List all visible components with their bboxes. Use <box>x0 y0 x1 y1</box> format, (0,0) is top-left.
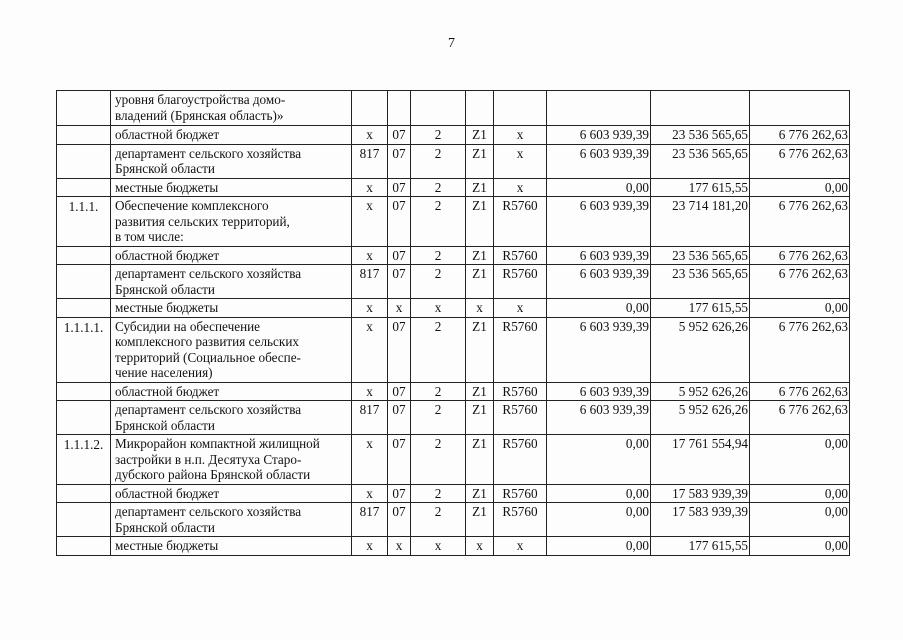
table-row <box>57 401 850 435</box>
amount-year-3: 6 776 262,63 <box>750 144 850 178</box>
code-program: Z1 <box>466 265 494 299</box>
code-gr: x <box>352 178 388 197</box>
code-program: Z1 <box>466 317 494 382</box>
code-rz: 07 <box>388 435 411 485</box>
code-pr: 2 <box>411 317 466 382</box>
code-program <box>466 91 494 126</box>
code-program: Z1 <box>466 126 494 145</box>
item-number <box>57 537 111 556</box>
code-direction: R5760 <box>494 503 547 537</box>
amount-year-1: 6 603 939,39 <box>547 317 651 382</box>
amount-year-2: 23 536 565,65 <box>651 144 750 178</box>
item-number <box>57 382 111 401</box>
amount-year-3: 0,00 <box>750 178 850 197</box>
item-number: 1.1.1.1. <box>57 317 111 382</box>
code-pr <box>411 91 466 126</box>
amount-year-3 <box>750 91 850 126</box>
code-pr: 2 <box>411 401 466 435</box>
amount-year-3: 6 776 262,63 <box>750 382 850 401</box>
item-number <box>57 178 111 197</box>
amount-year-3: 0,00 <box>750 503 850 537</box>
amount-year-1: 0,00 <box>547 435 651 485</box>
amount-year-2: 177 615,55 <box>651 299 750 318</box>
code-pr: 2 <box>411 178 466 197</box>
code-direction: x <box>494 299 547 318</box>
code-gr: x <box>352 537 388 556</box>
amount-year-1: 6 603 939,39 <box>547 126 651 145</box>
code-pr: 2 <box>411 144 466 178</box>
code-pr: 2 <box>411 435 466 485</box>
budget-table-body <box>57 91 850 556</box>
item-number <box>57 299 111 318</box>
code-program: Z1 <box>466 144 494 178</box>
code-pr: 2 <box>411 265 466 299</box>
item-name: областной бюджет <box>111 126 352 145</box>
item-number <box>57 484 111 503</box>
table-row <box>57 178 850 197</box>
code-rz: 07 <box>388 126 411 145</box>
code-direction: x <box>494 537 547 556</box>
amount-year-3: 6 776 262,63 <box>750 265 850 299</box>
item-name: департамент сельского хозяйства Брянской области <box>111 503 352 537</box>
code-direction: x <box>494 178 547 197</box>
code-gr: x <box>352 484 388 503</box>
item-number <box>57 126 111 145</box>
code-direction: R5760 <box>494 317 547 382</box>
code-gr: x <box>352 317 388 382</box>
table-row <box>57 246 850 265</box>
code-gr: 817 <box>352 503 388 537</box>
table-row <box>57 197 850 247</box>
code-pr: 2 <box>411 503 466 537</box>
amount-year-1: 0,00 <box>547 299 651 318</box>
item-name: департамент сельского хозяйства Брянской области <box>111 401 352 435</box>
item-number: 1.1.1.2. <box>57 435 111 485</box>
code-pr: 2 <box>411 382 466 401</box>
code-direction: x <box>494 126 547 145</box>
code-direction: x <box>494 144 547 178</box>
amount-year-1: 0,00 <box>547 484 651 503</box>
code-pr: 2 <box>411 484 466 503</box>
code-program: Z1 <box>466 503 494 537</box>
table-row <box>57 382 850 401</box>
amount-year-1: 0,00 <box>547 178 651 197</box>
code-direction: R5760 <box>494 435 547 485</box>
amount-year-2: 5 952 626,26 <box>651 317 750 382</box>
code-program: Z1 <box>466 197 494 247</box>
amount-year-3: 0,00 <box>750 435 850 485</box>
budget-table <box>56 90 850 556</box>
code-rz <box>388 91 411 126</box>
code-direction: R5760 <box>494 197 547 247</box>
code-gr: 817 <box>352 144 388 178</box>
item-number <box>57 401 111 435</box>
item-name: местные бюджеты <box>111 537 352 556</box>
table-row <box>57 484 850 503</box>
code-direction <box>494 91 547 126</box>
code-direction: R5760 <box>494 246 547 265</box>
item-name: уровня благоустройства домо- владений (Брянская область)» <box>111 91 352 126</box>
table-row <box>57 265 850 299</box>
item-name: областной бюджет <box>111 382 352 401</box>
code-program: Z1 <box>466 401 494 435</box>
table-row <box>57 537 850 556</box>
item-name: местные бюджеты <box>111 299 352 318</box>
item-name: Субсидии на обеспечение комплексного развития сельских территорий (Социальное обеспе- чение населения) <box>111 317 352 382</box>
code-gr: 817 <box>352 265 388 299</box>
code-rz: 07 <box>388 178 411 197</box>
code-rz: 07 <box>388 382 411 401</box>
code-gr <box>352 91 388 126</box>
table-row <box>57 91 850 126</box>
code-gr: x <box>352 126 388 145</box>
item-number <box>57 503 111 537</box>
amount-year-3: 0,00 <box>750 537 850 556</box>
code-gr: x <box>352 246 388 265</box>
code-rz: 07 <box>388 503 411 537</box>
amount-year-2: 177 615,55 <box>651 537 750 556</box>
amount-year-1: 6 603 939,39 <box>547 265 651 299</box>
amount-year-2: 23 536 565,65 <box>651 126 750 145</box>
code-program: Z1 <box>466 382 494 401</box>
code-rz: 07 <box>388 484 411 503</box>
item-number <box>57 246 111 265</box>
item-number <box>57 265 111 299</box>
code-program: Z1 <box>466 435 494 485</box>
amount-year-1: 0,00 <box>547 537 651 556</box>
table-row <box>57 299 850 318</box>
amount-year-1: 6 603 939,39 <box>547 246 651 265</box>
amount-year-1: 0,00 <box>547 503 651 537</box>
amount-year-2: 17 583 939,39 <box>651 503 750 537</box>
code-rz: 07 <box>388 144 411 178</box>
code-program: x <box>466 537 494 556</box>
amount-year-1: 6 603 939,39 <box>547 144 651 178</box>
code-gr: 817 <box>352 401 388 435</box>
code-direction: R5760 <box>494 401 547 435</box>
item-number <box>57 91 111 126</box>
amount-year-3: 6 776 262,63 <box>750 197 850 247</box>
code-pr: 2 <box>411 126 466 145</box>
amount-year-3: 6 776 262,63 <box>750 317 850 382</box>
item-name: департамент сельского хозяйства Брянской области <box>111 265 352 299</box>
code-pr: 2 <box>411 246 466 265</box>
code-program: Z1 <box>466 484 494 503</box>
amount-year-2: 17 583 939,39 <box>651 484 750 503</box>
amount-year-2: 5 952 626,26 <box>651 382 750 401</box>
item-number: 1.1.1. <box>57 197 111 247</box>
item-name: областной бюджет <box>111 246 352 265</box>
amount-year-2: 177 615,55 <box>651 178 750 197</box>
amount-year-2: 23 536 565,65 <box>651 265 750 299</box>
table-row <box>57 317 850 382</box>
code-gr: x <box>352 197 388 247</box>
amount-year-1: 6 603 939,39 <box>547 401 651 435</box>
amount-year-3: 0,00 <box>750 299 850 318</box>
amount-year-2: 5 952 626,26 <box>651 401 750 435</box>
page-number: 7 <box>448 36 455 51</box>
amount-year-3: 0,00 <box>750 484 850 503</box>
code-program: Z1 <box>466 178 494 197</box>
code-rz: 07 <box>388 317 411 382</box>
code-program: Z1 <box>466 246 494 265</box>
code-gr: x <box>352 382 388 401</box>
amount-year-2: 17 761 554,94 <box>651 435 750 485</box>
item-name: местные бюджеты <box>111 178 352 197</box>
item-name: Микрорайон компактной жилищной застройки в н.п. Десятуха Старо- дубского района Брянской области <box>111 435 352 485</box>
code-rz: x <box>388 537 411 556</box>
item-number <box>57 144 111 178</box>
code-gr: x <box>352 435 388 485</box>
item-name: областной бюджет <box>111 484 352 503</box>
code-direction: R5760 <box>494 265 547 299</box>
item-name: департамент сельского хозяйства Брянской области <box>111 144 352 178</box>
amount-year-3: 6 776 262,63 <box>750 126 850 145</box>
code-pr: x <box>411 299 466 318</box>
amount-year-3: 6 776 262,63 <box>750 401 850 435</box>
code-direction: R5760 <box>494 382 547 401</box>
code-direction: R5760 <box>494 484 547 503</box>
amount-year-1: 6 603 939,39 <box>547 382 651 401</box>
code-rz: x <box>388 299 411 318</box>
amount-year-2 <box>651 91 750 126</box>
code-pr: 2 <box>411 197 466 247</box>
amount-year-1 <box>547 91 651 126</box>
table-row <box>57 144 850 178</box>
amount-year-2: 23 536 565,65 <box>651 246 750 265</box>
item-name: Обеспечение комплексного развития сельских территорий, в том числе: <box>111 197 352 247</box>
code-pr: x <box>411 537 466 556</box>
amount-year-1: 6 603 939,39 <box>547 197 651 247</box>
code-rz: 07 <box>388 401 411 435</box>
table-row <box>57 435 850 485</box>
code-rz: 07 <box>388 246 411 265</box>
code-program: x <box>466 299 494 318</box>
code-rz: 07 <box>388 197 411 247</box>
table-row <box>57 126 850 145</box>
amount-year-3: 6 776 262,63 <box>750 246 850 265</box>
code-rz: 07 <box>388 265 411 299</box>
amount-year-2: 23 714 181,20 <box>651 197 750 247</box>
code-gr: x <box>352 299 388 318</box>
table-row <box>57 503 850 537</box>
